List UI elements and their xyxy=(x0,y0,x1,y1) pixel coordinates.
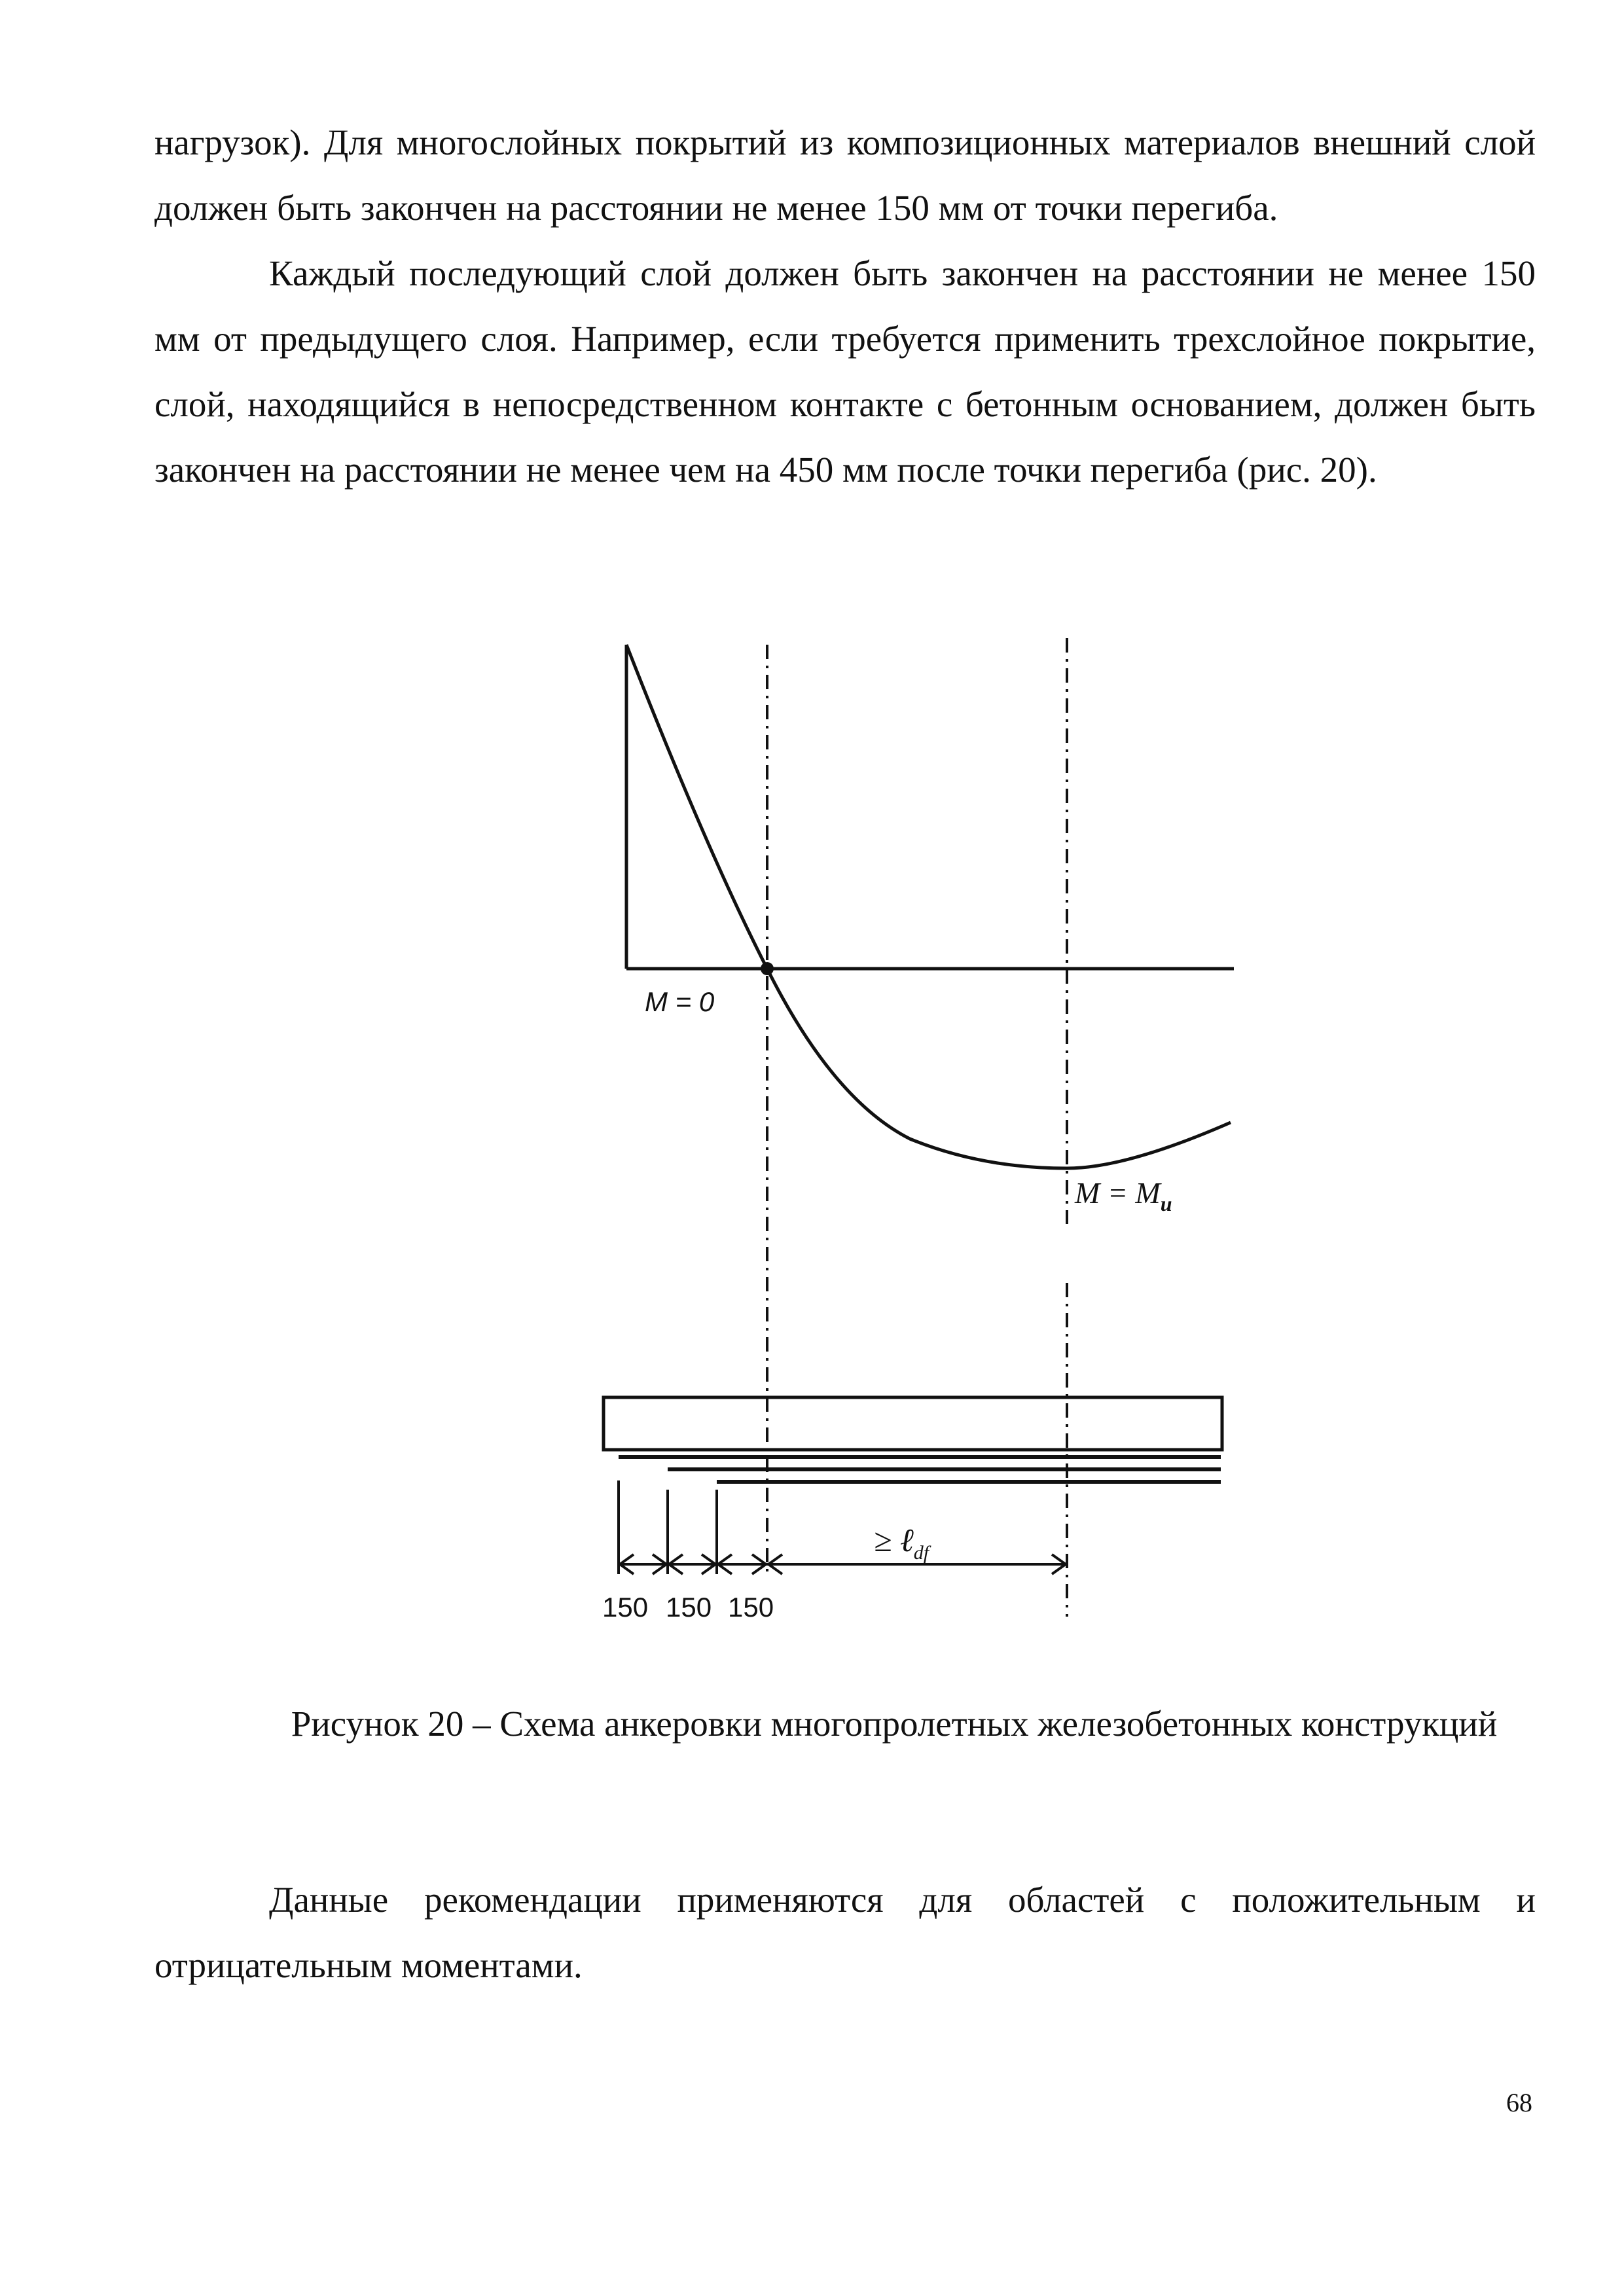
dim-label-1: 150 xyxy=(602,1592,649,1623)
page-number: 68 xyxy=(1506,2088,1532,2117)
figure-caption: Рисунок 20 – Схема анкеровки многопролетных железобетонных конструкций xyxy=(291,1704,1498,1744)
moment-curve xyxy=(626,645,1231,1168)
label-mu-sub: u xyxy=(1160,1192,1172,1215)
paragraph-1: нагрузок). Для многослойных покрытий из композиционных материалов внешний слой должен быть закончен на расстоянии не менее 150 мм от точки перегиба. xyxy=(154,122,1536,228)
label-ldf xyxy=(874,1522,931,1564)
paragraph-3: Данные рекомендации применяются для областей с положительным и отрицательным моментами. xyxy=(154,1880,1536,1985)
label-ldf-text: ≥ ℓ xyxy=(874,1522,914,1558)
label-m0-text: M = 0 xyxy=(645,986,715,1017)
concrete-beam xyxy=(604,1397,1222,1450)
dim-label-2: 150 xyxy=(666,1592,712,1623)
label-ldf-sub: df xyxy=(913,1542,929,1564)
label-mu-text: M = M xyxy=(1075,1176,1161,1210)
dim-label-3: 150 xyxy=(728,1592,774,1623)
paragraph-2: Каждый последующий слой должен быть закончен на расстоянии не менее 150 мм от предыдущего слоя. Например, если требуется применить трехслойное покрытие, слой, находящийся в непосредственном контакте с бетонным основанием, должен быть закончен на расстоянии не менее чем на 450 мм после точки перегиба (рис. 20). xyxy=(154,253,1536,490)
label-m-equals-zero xyxy=(645,986,715,1017)
label-m-equals-mu xyxy=(1074,1176,1172,1215)
